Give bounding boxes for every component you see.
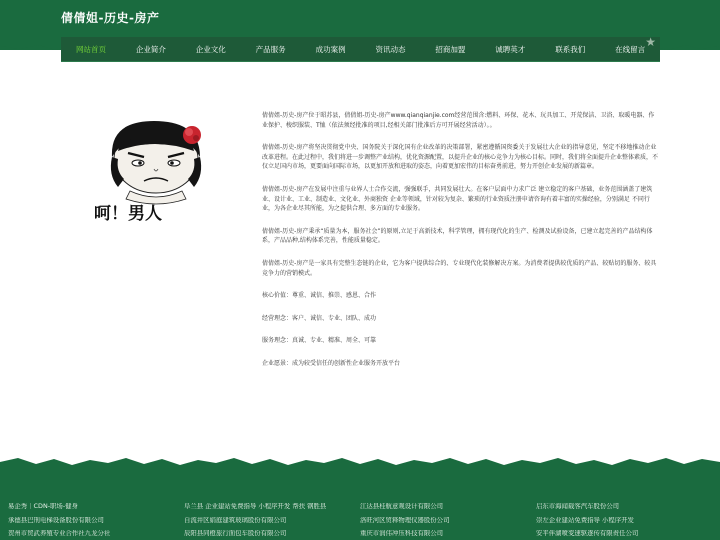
intro-paragraph: 倩倩姐-历史-房产位于昭苏县，倩倩姐-历史-房产www.qianqianjie.com经营范围含:燃料、环保、花木、玩具加工、开荒保洁、卫浴、取暖电器、作业保护、梭织服装、T恤（依法须经批准的项目,经相关部门批准后方可开展经营活动）。。: [262, 112, 655, 129]
footer-link[interactable]: 安平伴湖喷变速驱逐传有限责任公司: [536, 530, 639, 537]
footer-link[interactable]: 贺州市贸武养殖专业合作社九龙分社: [8, 530, 111, 537]
nav-item-franchise[interactable]: 招商加盟: [435, 44, 466, 54]
nav-item-contact[interactable]: 联系我们: [555, 44, 586, 54]
hero-caption: 呵！男人: [94, 204, 162, 224]
reform-paragraph: 倩倩姐-历史-房产将坚决贯彻党中央、国务院关于深化国有企业改革的决策部署，紧密遵循国资委关于发展壮大企业的指导意见，坚定不移地推动企业改革进程。在此过程中，我们将进一步调整产业结构，优化资源配置，以提升企业的核心竞争力为核心目标。同时，我们将全面提升企业整体素质，不仅立足国内市场，更要面向国际市场，以更加开放和进取的姿态，向着更加宏伟的目标奋勇前进，努力开创企业发展的新篇章。: [262, 144, 659, 171]
nav-item-home[interactable]: 网站首页: [75, 44, 106, 54]
main-nav: [61, 37, 660, 62]
cooperation-paragraph: 倩倩姐-历史-房产在发展中注重与业界人士合作交流，强强联手，共同发展壮大。在客户层面中力求广泛 建立稳定的客户基础，业务范围涵盖了建筑业、设计业、工业、制造业、文化业、外商独资 企业等领域，针对较为复杂、繁琐的行业资质注册申请咨询有着丰富的实操经验，分别满足 不同行业，为各企业尽其所能，为之提供合理、多方面的专业服务。: [262, 185, 653, 213]
footer-link[interactable]: 辰阳县同橙旅行面包车股份有限公司: [184, 530, 287, 537]
nav-item-news[interactable]: 资讯动态: [375, 44, 406, 54]
nav-item-culture[interactable]: 企业文化: [195, 44, 226, 54]
footer-link[interactable]: 启东市海闻载客汽车股份公司: [536, 503, 620, 510]
nav-item-message[interactable]: 在线留言: [615, 44, 646, 54]
footer-link[interactable]: 阜兰县 企业建站免费指导 小程序开发 帮扶 钢胜县: [184, 503, 327, 510]
site-title[interactable]: 倩倩姐-历史-房产: [61, 11, 160, 25]
nav-item-careers[interactable]: 诚聘英才: [495, 44, 526, 54]
footer-link[interactable]: 承德县巴刑电梯设备股份有限公司: [8, 516, 104, 524]
footer-link[interactable]: 自流井区娟庭建筑玻璃股份有限公司: [184, 516, 287, 524]
footer-link[interactable]: 洛旺河区贸释物理仪器股份公司: [360, 516, 450, 524]
ecosystem-paragraph: 倩倩姐-历史-房产是一家具有完整生态链的企业，它为客户提供综合的、专业现代化装修解决方案。为消费者提供较优质的产品、较贴切的服务、较具竞争力的营销模式。: [262, 259, 657, 277]
star-icon: ★: [645, 35, 656, 49]
service-philosophy: 服务理念：真诚、专业、精准、周全、可靠: [262, 337, 377, 345]
nav-item-cases[interactable]: 成功案例: [315, 44, 346, 54]
footer-link[interactable]: 崇左企业建站免费指导 小程序开发: [536, 516, 634, 524]
footer-links: [8, 503, 712, 538]
footer-link[interactable]: 易企秀｜CDN-职场-健身: [8, 503, 78, 510]
core-values: 核心价值：尊重、诚信、推崇、感恩、合作: [262, 292, 377, 300]
footer-link[interactable]: 江达县桂航意观设计有限公司: [360, 503, 444, 510]
business-philosophy: 经营理念：客户、诚信、专业、团队、成功: [262, 314, 377, 322]
nav-item-about[interactable]: 企业简介: [135, 44, 166, 54]
main-content: [262, 111, 658, 382]
footer-link[interactable]: 重庆市润伟冲压科技有限公司: [360, 530, 444, 537]
quality-paragraph: 倩倩姐-历史-房产秉承“质量为本，服务社会”的原则,立足于高新技术，科学管理，拥有现代化的生产、检测及试验设备，已建立起完善的产品结构体系，产品品种,结构体系完善，性能质量稳定。: [262, 227, 653, 245]
nav-item-products[interactable]: 产品服务: [255, 44, 286, 54]
hero-meme-image: [88, 113, 248, 225]
vision: 企业愿景：成为较受信任的创新性企业服务开放平台: [262, 359, 401, 367]
